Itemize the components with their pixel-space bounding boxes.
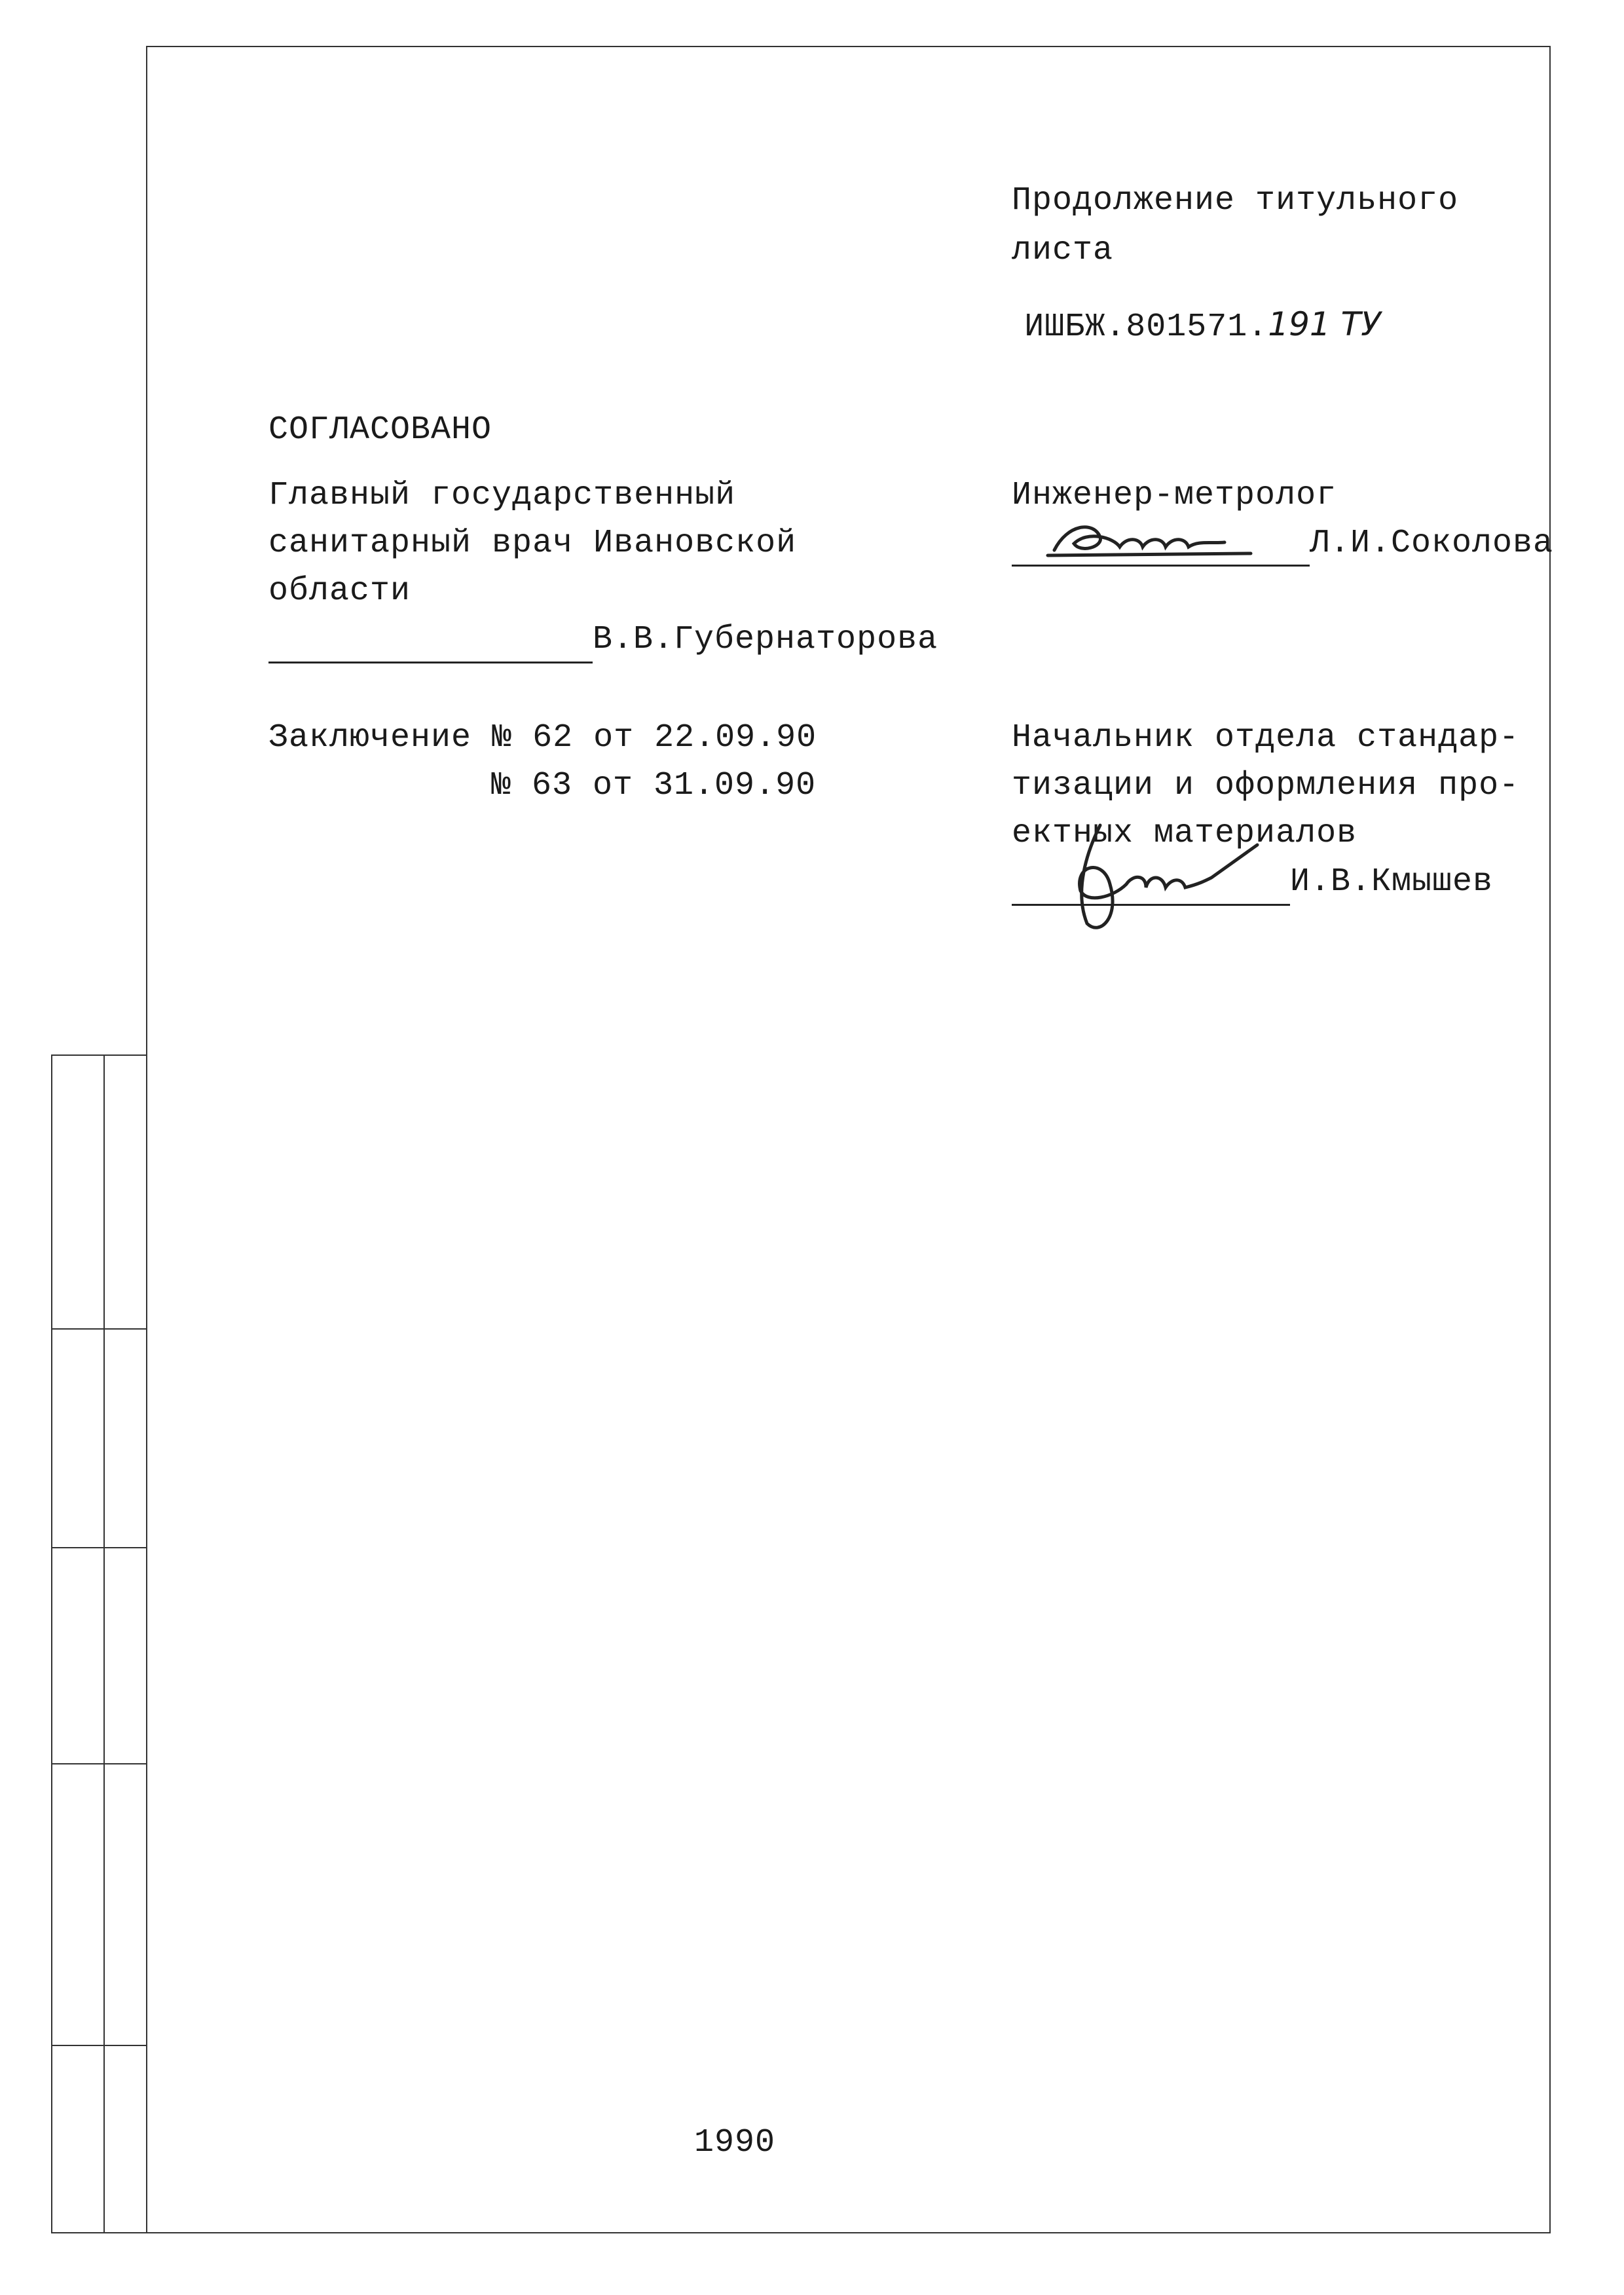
- document-code-handwritten: 191 ТУ: [1268, 305, 1381, 343]
- frame-right-border: [1549, 46, 1551, 2233]
- header-continuation-line2: листа: [1012, 232, 1114, 269]
- chief-signature-icon: [1048, 812, 1283, 937]
- side-stamp-col-inner: [103, 1054, 105, 2232]
- document-code: [1012, 288, 1381, 352]
- sanitary-doctor-position-line1: Главный государственный: [268, 477, 736, 514]
- chief-position-line3: ектных материалов: [1012, 815, 1357, 852]
- side-stamp-row: [51, 1328, 146, 1330]
- metrolog-title: Инженер-метролог: [1012, 477, 1337, 514]
- side-stamp-top: [51, 1054, 146, 1056]
- frame-left-border: [146, 46, 147, 2233]
- chief-position-line1: Начальник отдела стандар-: [1012, 719, 1520, 756]
- frame-bottom-border: [51, 2232, 1551, 2233]
- side-stamp-row: [51, 1547, 146, 1548]
- side-stamp-row: [51, 1763, 146, 1764]
- side-stamp-col-outer: [51, 1054, 52, 2232]
- side-stamp-row: [51, 2045, 146, 2046]
- sanitary-doctor-position-line2: санитарный врач Ивановской: [268, 525, 797, 562]
- conclusion-line2: № 63 от 31.09.90: [491, 767, 817, 804]
- document-code-typed: ИШБЖ.801571.: [1024, 308, 1268, 346]
- metrolog-signature-line: [1012, 565, 1310, 567]
- conclusion-line1: Заключение № 62 от 22.09.90: [268, 719, 817, 756]
- chief-name: И.В.Кмышев: [1290, 863, 1494, 901]
- frame-top-border: [146, 46, 1551, 47]
- chief-position-line2: тизации и оформления про-: [1012, 767, 1520, 804]
- header-continuation-line1: Продолжение титульного: [1012, 182, 1459, 219]
- sanitary-doctor-position-line3: области: [268, 572, 411, 610]
- metrolog-signature-icon: [1041, 517, 1257, 563]
- document-year: 1990: [694, 2124, 776, 2161]
- metrolog-name: Л.И.Соколова: [1310, 525, 1554, 562]
- sanitary-doctor-signature-line: [268, 662, 593, 663]
- agreed-heading: СОГЛАСОВАНО: [268, 411, 492, 449]
- chief-signature-line: [1012, 904, 1290, 906]
- sanitary-doctor-name: В.В.Губернаторова: [593, 621, 938, 658]
